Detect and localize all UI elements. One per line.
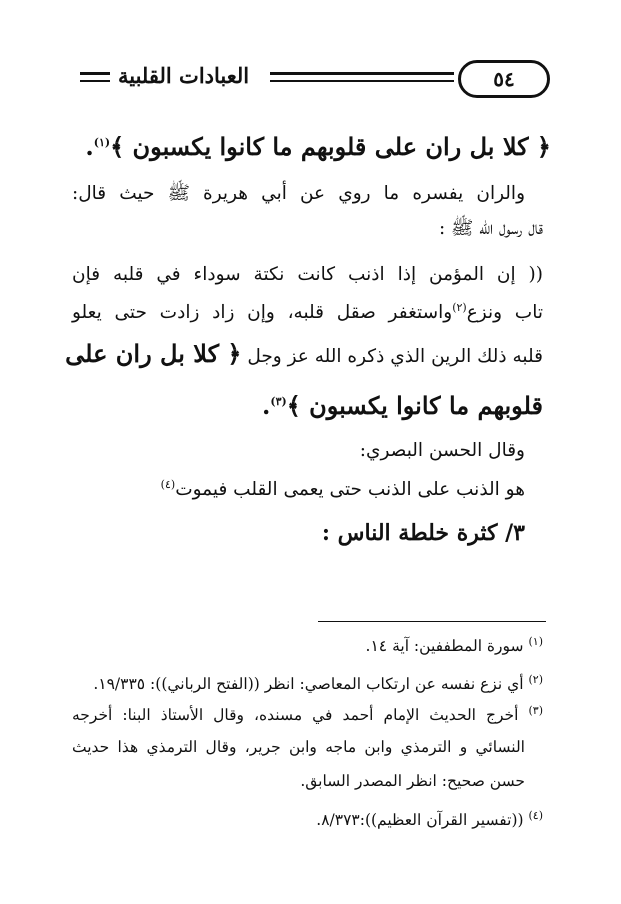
footnote-ref-3: (٣) <box>270 395 287 408</box>
hadith-line-1 <box>72 264 543 285</box>
footnote-marker: (٣) <box>528 704 543 717</box>
header-rule-middle-bottom <box>270 80 454 82</box>
verse-text: ﴿ كلا بل ران على <box>65 339 242 368</box>
body-line-2 <box>72 183 525 209</box>
body-text: (( إن المؤمن إذا اذنب كانت نكتة سوداء في قلبه فإن <box>72 264 543 285</box>
body-text: وقال الحسن البصري: <box>359 440 525 461</box>
header-rule-middle-top <box>270 72 454 75</box>
footnote-marker: (١) <box>528 635 543 648</box>
footnote-2 <box>72 673 543 693</box>
footnote-marker: (٢) <box>528 673 543 686</box>
footnote-separator <box>318 621 546 622</box>
hadith-line-2 <box>72 301 543 323</box>
footnote-text: سورة المطففين: آية ١٤. <box>365 637 524 656</box>
section-heading <box>72 520 525 546</box>
body-line-9 <box>72 478 525 500</box>
running-title: العبادات القلبية <box>118 63 250 88</box>
heading-text: ٣/ كثرة خلطة الناس : <box>321 520 525 546</box>
page-header <box>80 58 550 102</box>
footnote-text: أي نزع نفسه عن ارتكاب المعاصي: انظر ((الفتح الرباني)): ١٩/٣٣٥. <box>93 675 524 694</box>
header-rule-left-top <box>80 72 110 75</box>
footnote-ref-4: (٤) <box>160 478 176 491</box>
verse-line-1 <box>85 132 551 161</box>
body-text: هو الذنب على الذنب حتى يعمى القلب فيموت <box>175 479 525 501</box>
footnote-3 <box>72 704 543 724</box>
body-line-3 <box>72 218 543 244</box>
verse-text: قلوبهم ما كانوا يكسبون ﴾ <box>286 391 543 420</box>
verse-tail: . <box>85 132 94 161</box>
body-text: قال رسول الله ﷺ : <box>438 218 543 239</box>
verse-text: ﴿ كلا بل ران على قلوبهم ما كانوا يكسبون ﴾ <box>110 132 551 161</box>
body-text: تاب ونزع <box>466 302 543 324</box>
footnote-text: أخرج الحديث الإمام أحمد في مسنده، وقال الأستاذ البنا: أخرجه <box>72 706 519 725</box>
header-rule-left-bottom <box>80 80 110 82</box>
body-text: قلبه ذلك الرين الذي ذكره الله عز وجل <box>247 346 543 367</box>
footnote-1 <box>72 635 543 655</box>
body-line-8 <box>72 440 525 461</box>
footnote-ref-1: (١) <box>93 136 111 149</box>
footnote-text: النسائي و الترمذي وابن ماجه وابن جرير، وقال الترمذي هذا حديث <box>72 738 525 756</box>
footnote-marker: (٤) <box>528 809 543 822</box>
verse-tail: . <box>262 391 271 420</box>
footnote-3-cont-1 <box>72 738 525 756</box>
footnote-text: ((تفسير القرآن العظيم)):٨/٣٧٣. <box>316 811 524 830</box>
footnote-4 <box>72 809 543 829</box>
footnote-ref-2: (٢) <box>452 301 467 314</box>
body-text: والران يفسره ما روي عن أبي هريرة ﷺ حيث قال: <box>72 183 525 204</box>
hadith-line-3 <box>65 339 543 368</box>
page-number: ٥٤ <box>493 67 515 91</box>
page-number-badge <box>458 60 550 98</box>
footnote-text: حسن صحيح: انظر المصدر السابق. <box>300 772 525 790</box>
footnote-3-cont-2 <box>72 772 525 790</box>
verse-line-2 <box>260 391 543 420</box>
body-text: واستغفر صقل قلبه، وإن زاد زادت حتى يعلو <box>72 302 453 324</box>
